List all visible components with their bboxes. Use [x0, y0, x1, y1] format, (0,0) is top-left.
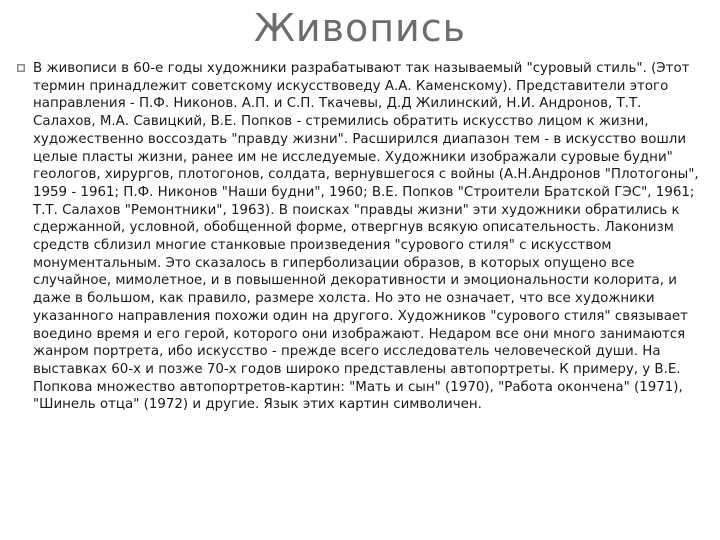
slide-title: Живопись	[253, 6, 467, 50]
slide-body-text: В живописи в 60-е годы художники разрабатывают так называемый "суровый стиль". (Этот термин принадлежит советскому искусствоведу А.А. Каменскому). Представители этого направления - П.Ф. Никонов. А.П. и С.П. Ткачевы, Д.Д Жилинский, Н.И. Андронов, Т.Т. Салахов, М.А. Савицкий, В.Е. Попков - стремились обратить искусство лицом к жизни, художественно воссоздать "правду жизни". Расширился диапазон тем - в искусство вошли целые пласты жизни, ранее им не исследуемые. Художники изображали суровые будни" геологов, хирургов, плотогонов, солдата, вернувшегося с войны (А.Н.Андронов "Плотогоны", 1959 - 1961; П.Ф. Никонов "Наши будни", 1960; В.Е. Попков "Строители Братской ГЭС", 1961; Т.Т. Салахов "Ремонтники", 1963). В поисках "правды жизни" эти художники обратились к сдержанной, условной, обобщенной форме, отвергнув всякую описательность. Лаконизм средств сблизил многие станковые произведения "сурового стиля" с искусством монументальным. Это сказалось в гиперболизации образов, в которых опущено все случайное, мимолетное, и в повышенной декоративности и эмоциональности колорита, и даже в большом, как правило, размере холста. Но это не означает, что все художники указанного направления похожи один на другого. Художников "сурового стиля" связывает воедино время и его герой, которого они изображают. Недаром все они много занимаются жанром портрета, ибо искусство - прежде всего исследователь человеческой души. На выставках 60-х и позже 70-х годов широко представлены автопортреты. К примеру, у В.Е. Попкова множество автопортретов-картин: "Мать и сын" (1970), "Работа окончена" (1971), "Шинель отца" (1972) и другие. Язык этих картин символичен.	[33, 61, 699, 413]
hollow-square-bullet-icon	[17, 64, 25, 72]
